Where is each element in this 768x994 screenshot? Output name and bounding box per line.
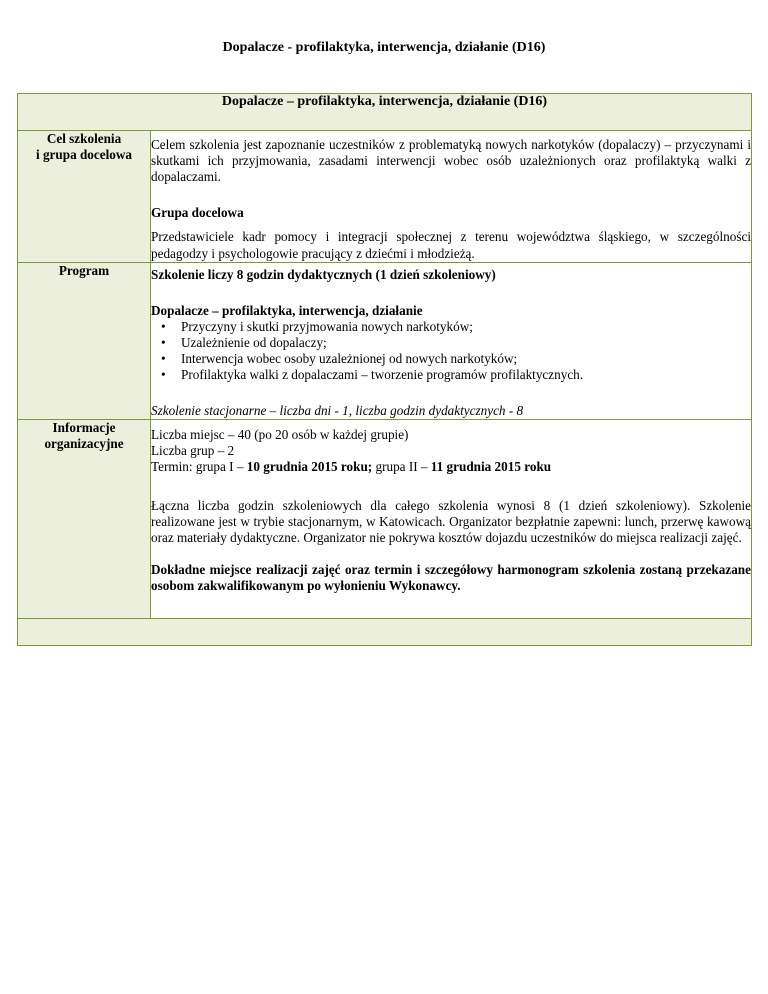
list-item: • Profilaktyka walki z dopalaczami – tworzenie programów profilaktycznych. <box>161 367 584 382</box>
cel-content <box>151 131 752 263</box>
list-item: • Interwencja wobec osoby uzależnionej od nowych narkotyków; <box>161 351 518 366</box>
label-informacje <box>18 420 151 619</box>
term-date-2: 11 grudnia 2015 roku <box>430 459 552 474</box>
info-term: Termin: grupa I – 10 grudnia 2015 roku; grupa II – 11 grudnia 2015 roku <box>151 459 552 474</box>
label-cel-line1: Cel szkolenia <box>46 131 122 146</box>
module-title: Dopalacze – profilaktyka, interwencja, działanie <box>151 303 423 318</box>
table-footer <box>18 619 752 646</box>
page-title: Dopalacze - profilaktyka, interwencja, działanie (D16) <box>222 40 546 55</box>
list-item: • Przyczyny i skutki przyjmowania nowych narkotyków; <box>161 319 473 334</box>
term-date-1: 10 grudnia 2015 roku; <box>246 459 373 474</box>
bullet-icon: • <box>161 335 166 350</box>
bullet-icon: • <box>161 351 166 366</box>
list-item: • Uzależnienie od dopalaczy; <box>161 335 327 350</box>
bullet-icon: • <box>161 367 166 382</box>
info-groups: Liczba grup – 2 <box>151 443 235 458</box>
table-header: Dopalacze – profilaktyka, interwencja, działanie (D16) <box>18 94 752 131</box>
program-hours: Szkolenie liczy 8 godzin dydaktycznych (1 dzień szkoleniowy) <box>151 267 496 282</box>
program-summary: Szkolenie stacjonarne – liczba dni - 1, liczba godzin dydaktycznych - 8 <box>151 403 524 418</box>
cel-description: Celem szkolenia jest zapoznanie uczestników z problematyką nowych narkotyków (dopalaczy) – przyczynami i skutkami ich przyjmowania, zasadami interwencji wobec osób uzależnionych oraz profilaktyką walki z dopalaczami. <box>151 137 751 184</box>
grupa-docelowa-heading: Grupa docelowa <box>151 205 244 220</box>
label-cel-szkolenia <box>18 131 151 263</box>
label-info-line1: Informacje <box>52 420 116 435</box>
info-places: Liczba miejsc – 40 (po 20 osób w każdej grupie) <box>151 427 409 442</box>
label-info-line2: organizacyjne <box>44 436 124 451</box>
info-details: Łączna liczba godzin szkoleniowych dla całego szkolenia wynosi 8 (1 dzień szkoleniowy). Szkolenie realizowane jest w trybie stacjonarnym, w Katowicach. Organizator bezpłatnie zapewni: lunch, przerwę kawową oraz materiały dydaktyczne. Organizator nie pokrywa kosztów dojazdu uczestników do miejsca realizacji zajęć. <box>151 498 751 545</box>
label-cel-line2: i grupa docelowa <box>36 147 132 162</box>
label-program: Program <box>18 263 151 420</box>
info-notice: Dokładne miejsce realizacji zajęć oraz termin i szczegółowy harmonogram szkolenia zostaną przekazane osobom zakwalifikowanym po wyłonieniu Wykonawcy. <box>151 562 751 593</box>
info-content <box>151 420 752 619</box>
program-list <box>151 319 751 383</box>
training-table <box>17 93 752 646</box>
grupa-docelowa-text: Przedstawiciele kadr pomocy i integracji społecznej z terenu województwa śląskiego, w szczególności pedagodzy i psychologowie pracujący z dziećmi i młodzieżą. <box>151 229 751 261</box>
program-content <box>151 263 752 420</box>
bullet-icon: • <box>161 319 166 334</box>
